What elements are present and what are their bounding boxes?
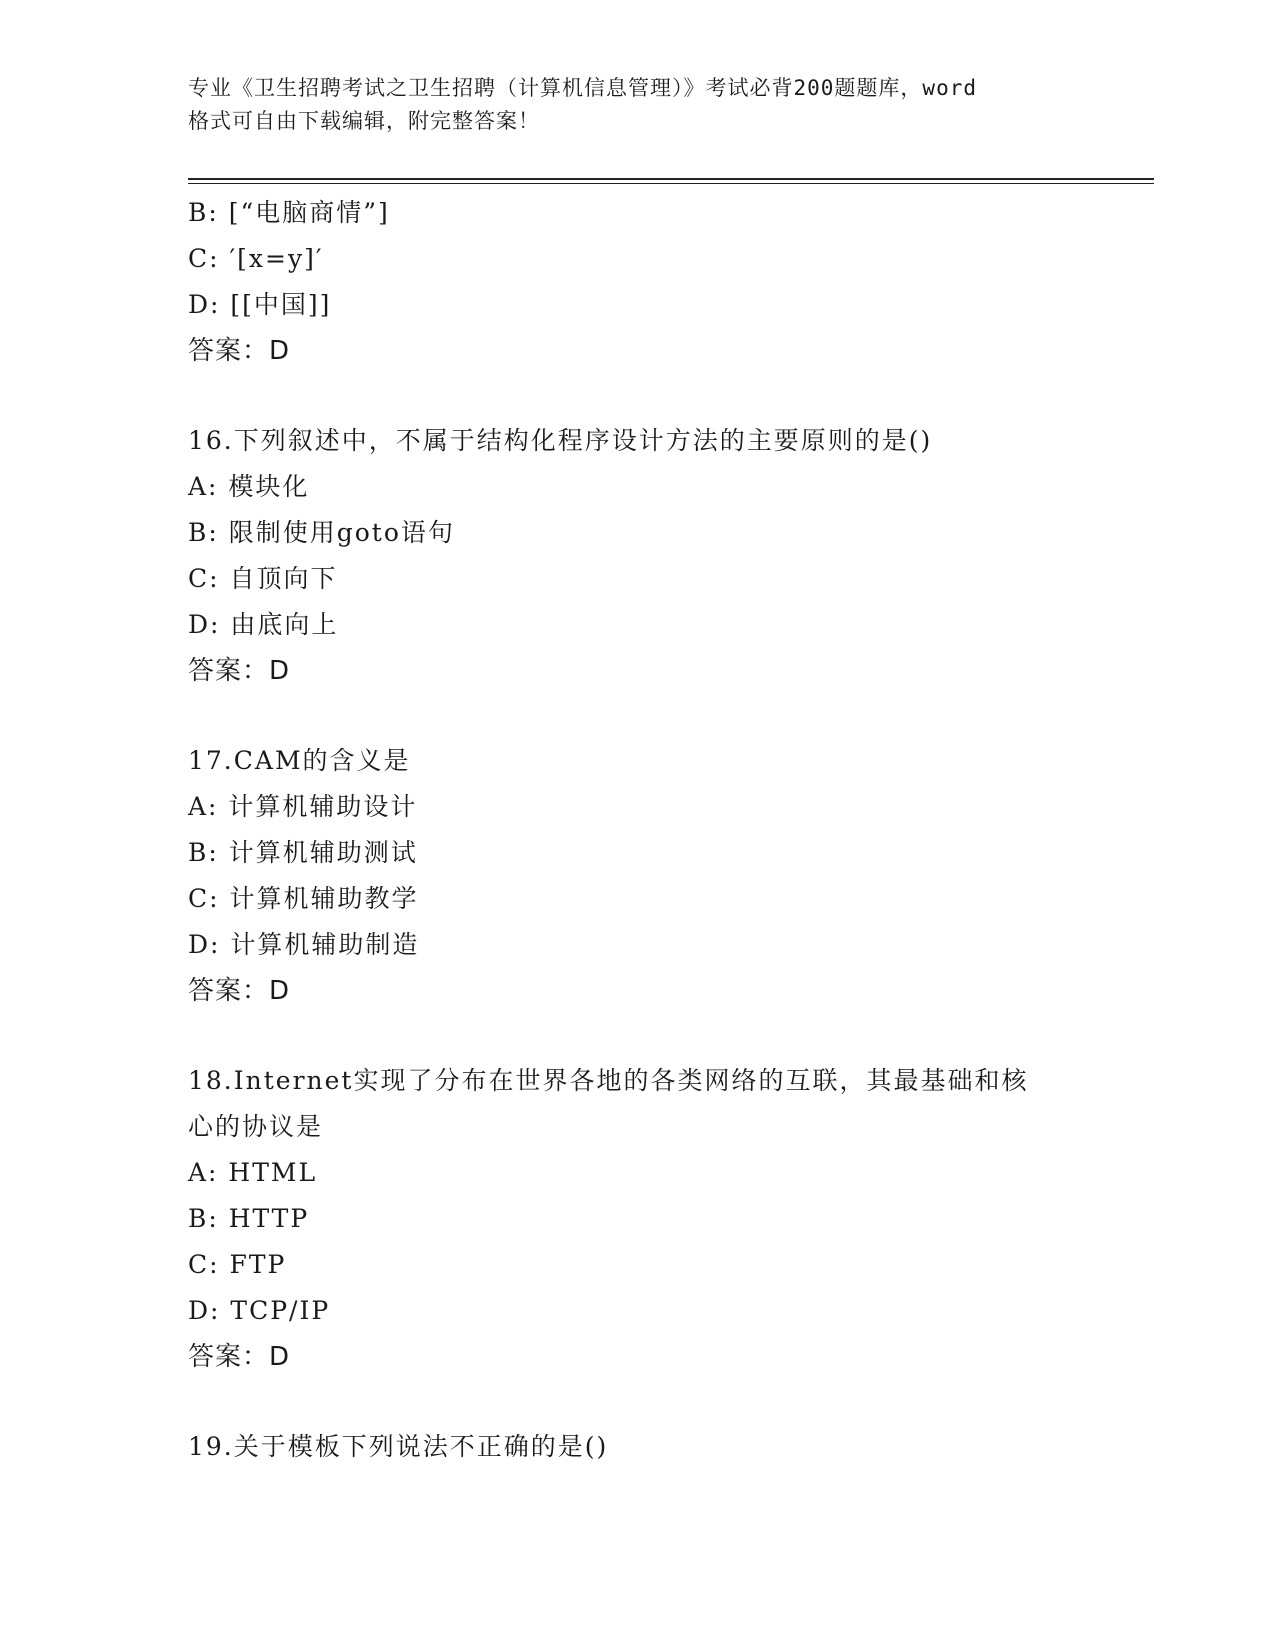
spacer	[188, 694, 1088, 738]
header-line-1: 专业《卫生招聘考试之卫生招聘（计算机信息管理）》考试必背200题题库，word	[188, 76, 977, 100]
option-b: B: HTTP	[188, 1204, 310, 1233]
answer-line: 答案：D	[188, 1342, 291, 1372]
question-text-line-2: 心的协议是	[188, 1112, 324, 1141]
question-15	[188, 190, 1088, 374]
option-d: D: 由底向上	[188, 610, 339, 639]
question-19	[188, 1424, 1088, 1470]
header-divider-thin	[188, 183, 1154, 184]
answer-line: 答案：D	[188, 976, 291, 1006]
spacer	[188, 374, 1088, 418]
question-list	[188, 190, 1088, 1470]
option-b: B: 计算机辅助测试	[188, 838, 418, 867]
header-divider-thick	[188, 178, 1154, 180]
option-a: A: HTML	[188, 1158, 318, 1187]
question-text-line-1: 18.Internet实现了分布在世界各地的各类网络的互联，其最基础和核	[188, 1066, 1029, 1095]
header-line-2: 格式可自由下载编辑，附完整答案！	[188, 109, 540, 133]
question-17	[188, 738, 1088, 1014]
question-text: 17.CAM的含义是	[188, 746, 411, 775]
spacer	[188, 1014, 1088, 1058]
option-c: C: 自顶向下	[188, 564, 338, 593]
spacer	[188, 1380, 1088, 1424]
option-c: C: ′[x=y]′	[188, 244, 324, 273]
question-18	[188, 1058, 1088, 1380]
option-d: D: TCP/IP	[188, 1296, 331, 1325]
answer-line: 答案：D	[188, 656, 291, 686]
question-text: 19.关于模板下列说法不正确的是()	[188, 1432, 609, 1461]
question-16	[188, 418, 1088, 694]
option-c: C: 计算机辅助教学	[188, 884, 419, 913]
question-text: 16.下列叙述中，不属于结构化程序设计方法的主要原则的是()	[188, 426, 933, 455]
option-d: D: 计算机辅助制造	[188, 930, 420, 959]
option-d: D: [[中国]]	[188, 290, 332, 319]
option-b: B: [“电脑商情”]	[188, 198, 390, 227]
answer-line: 答案：D	[188, 336, 291, 366]
option-b: B: 限制使用goto语句	[188, 518, 455, 547]
option-a: A: 模块化	[188, 472, 310, 501]
document-header	[188, 72, 1088, 138]
option-c: C: FTP	[188, 1250, 287, 1279]
option-a: A: 计算机辅助设计	[188, 792, 418, 821]
